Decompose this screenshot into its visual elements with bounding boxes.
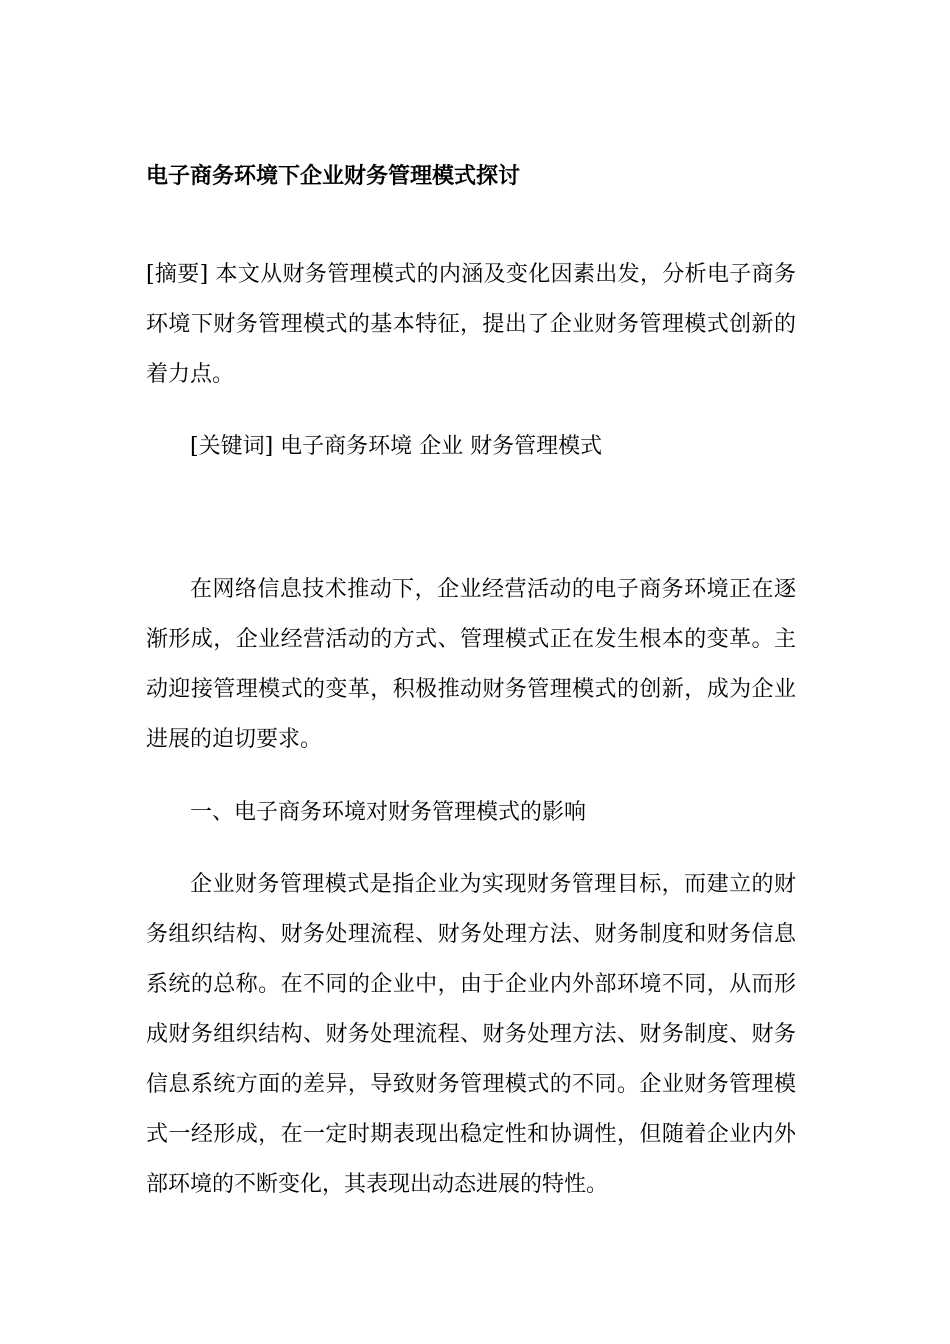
document-title: 电子商务环境下企业财务管理模式探讨 [146, 163, 521, 189]
intro-paragraph: 在网络信息技术推动下，企业经营活动的电子商务环境正在逐渐形成，企业经营活动的方式、管理模式正在发生根本的变革。主动迎接管理模式的变革，积极推动财务管理模式的创新，成为企业进展的迫切要求。 [146, 577, 796, 752]
abstract-paragraph: [摘要] 本文从财务管理模式的内涵及变化因素出发，分析电子商务环境下财务管理模式的基本特征，提出了企业财务管理模式创新的着力点。 [146, 262, 796, 387]
keywords-line: [关键词] 电子商务环境 企业 财务管理模式 [190, 434, 603, 459]
section-paragraph: 企业财务管理模式是指企业为实现财务管理目标，而建立的财务组织结构、财务处理流程、财务处理方法、财务制度和财务信息系统的总称。在不同的企业中，由于企业内外部环境不同，从而形成财务组织结构、财务处理流程、财务处理方法、财务制度、财务信息系统方面的差异，导致财务管理模式的不同。企业财务管理模式一经形成，在一定时期表现出稳定性和协调性，但随着企业内外部环境的不断变化，其表现出动态进展的特性。 [146, 872, 796, 1197]
section-heading: 一、电子商务环境对财务管理模式的影响 [190, 800, 587, 825]
